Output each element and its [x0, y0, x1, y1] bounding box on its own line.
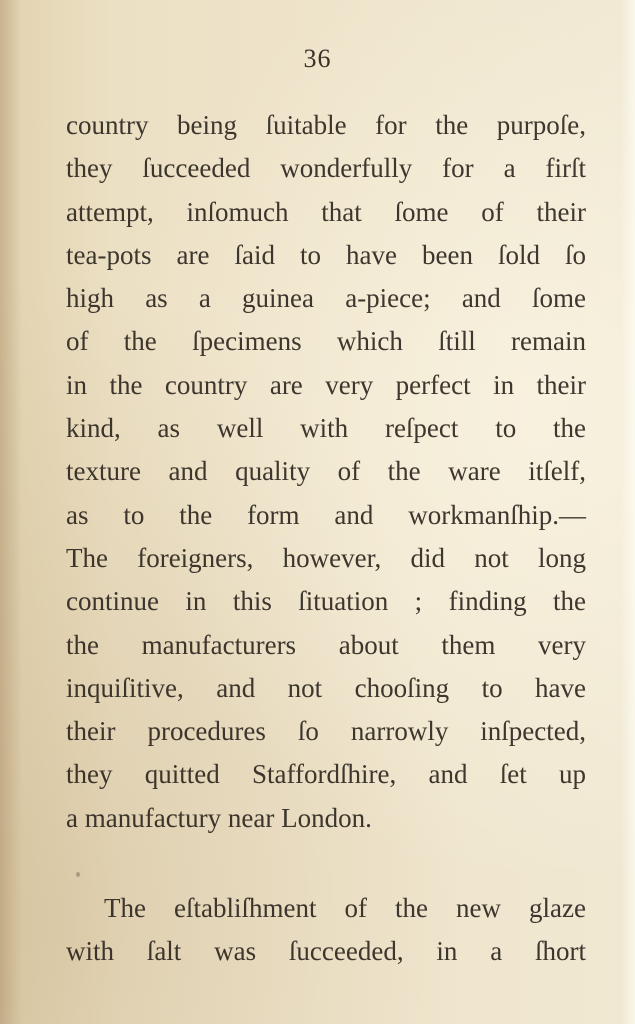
text-line: country being ſuitable for the purpoſe,	[66, 110, 586, 140]
text-line: attempt, inſomuch that ſome of their	[66, 196, 586, 227]
text-line: inquiſitive, and not chooſing to have	[66, 672, 586, 703]
paragraph-2	[66, 887, 586, 974]
text-line: texture and quality of the ware itſelf,	[66, 456, 586, 487]
paragraph-spacer	[66, 840, 586, 887]
text-line: the manufacturers about them very	[66, 629, 586, 660]
body-text	[66, 104, 586, 974]
text-line: of the ſpecimens which ſtill remain	[66, 326, 586, 357]
text-line: in the country are very perfect in their	[66, 369, 586, 400]
page-number: 36	[303, 44, 332, 73]
text-line: as to the form and workmanſhip.—	[66, 499, 586, 530]
text-line: kind, as well with reſpect to the	[66, 413, 586, 444]
text-line: continue in this ſituation ; finding the	[66, 586, 586, 617]
text-line: their procedures ſo narrowly inſpected,	[66, 716, 586, 747]
text-line: The foreigners, however, did not long	[66, 542, 586, 573]
paper-speck	[76, 872, 80, 877]
paragraph-1	[66, 104, 586, 840]
text-line: a manufactury near London.	[66, 802, 372, 833]
binding-shadow	[0, 0, 22, 1024]
text-line: they quitted Staffordſhire, and ſet up	[66, 759, 586, 790]
text-line: with ſalt was ſucceeded, in a ſhort	[66, 936, 586, 967]
text-line: tea-pots are ſaid to have been ſold ſo	[66, 239, 586, 270]
page-edge-highlight	[621, 0, 635, 1024]
text-line: high as a guinea a-piece; and ſome	[66, 283, 586, 314]
text-line: they ſucceeded wonderfully for a firſt	[66, 153, 586, 184]
text-line: The eſtabliſhment of the new glaze	[104, 893, 586, 924]
